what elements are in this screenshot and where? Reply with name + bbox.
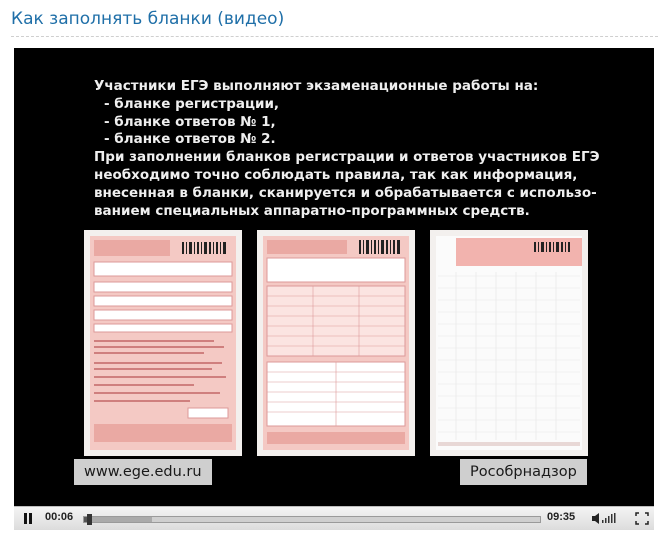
slide-line: внесенная в бланки, сканируется и обрабатывается с использо- [94, 184, 597, 201]
registration-form-drawing [90, 236, 236, 450]
volume-icon [590, 507, 620, 530]
slide-line: При заполнении бланков регистрации и ответов участников ЕГЭ [94, 149, 600, 166]
caption-agency: Рособрнадзор [460, 459, 587, 485]
pause-icon [23, 513, 33, 524]
pause-button[interactable] [20, 507, 36, 530]
seek-bar[interactable] [83, 516, 541, 523]
page-title: Как заполнять бланки (видео) [11, 9, 285, 29]
answer-form-2-image [430, 230, 588, 456]
answer-form-1-image [257, 230, 415, 456]
duration-time: 09:35 [547, 511, 576, 523]
seek-handle[interactable] [87, 514, 92, 525]
caption-website: www.ege.edu.ru [74, 459, 212, 485]
answer-form-1-drawing [263, 236, 409, 450]
buffered-progress [84, 517, 152, 522]
video-frame[interactable] [14, 48, 654, 505]
player-controls [14, 506, 654, 530]
slide-line: необходимо точно соблюдать правила, так как информация, [94, 166, 578, 183]
volume-button[interactable] [590, 507, 620, 530]
fullscreen-icon [634, 507, 650, 530]
video-player[interactable] [14, 48, 654, 529]
slide-text [94, 78, 600, 220]
registration-form-image [84, 230, 242, 456]
current-time: 00:06 [45, 511, 74, 523]
title-divider [11, 36, 658, 37]
answer-form-2-drawing [436, 236, 582, 450]
fullscreen-button[interactable] [634, 507, 650, 530]
slide-line: - бланке регистрации, [104, 95, 280, 112]
slide-line: - бланке ответов № 2. [104, 131, 276, 148]
slide-line: - бланке ответов № 1, [104, 113, 276, 130]
slide-line: Участники ЕГЭ выполняют экзаменационные работы на: [94, 78, 539, 94]
slide-line: ванием специальных аппаратно-программных средств. [94, 202, 530, 219]
